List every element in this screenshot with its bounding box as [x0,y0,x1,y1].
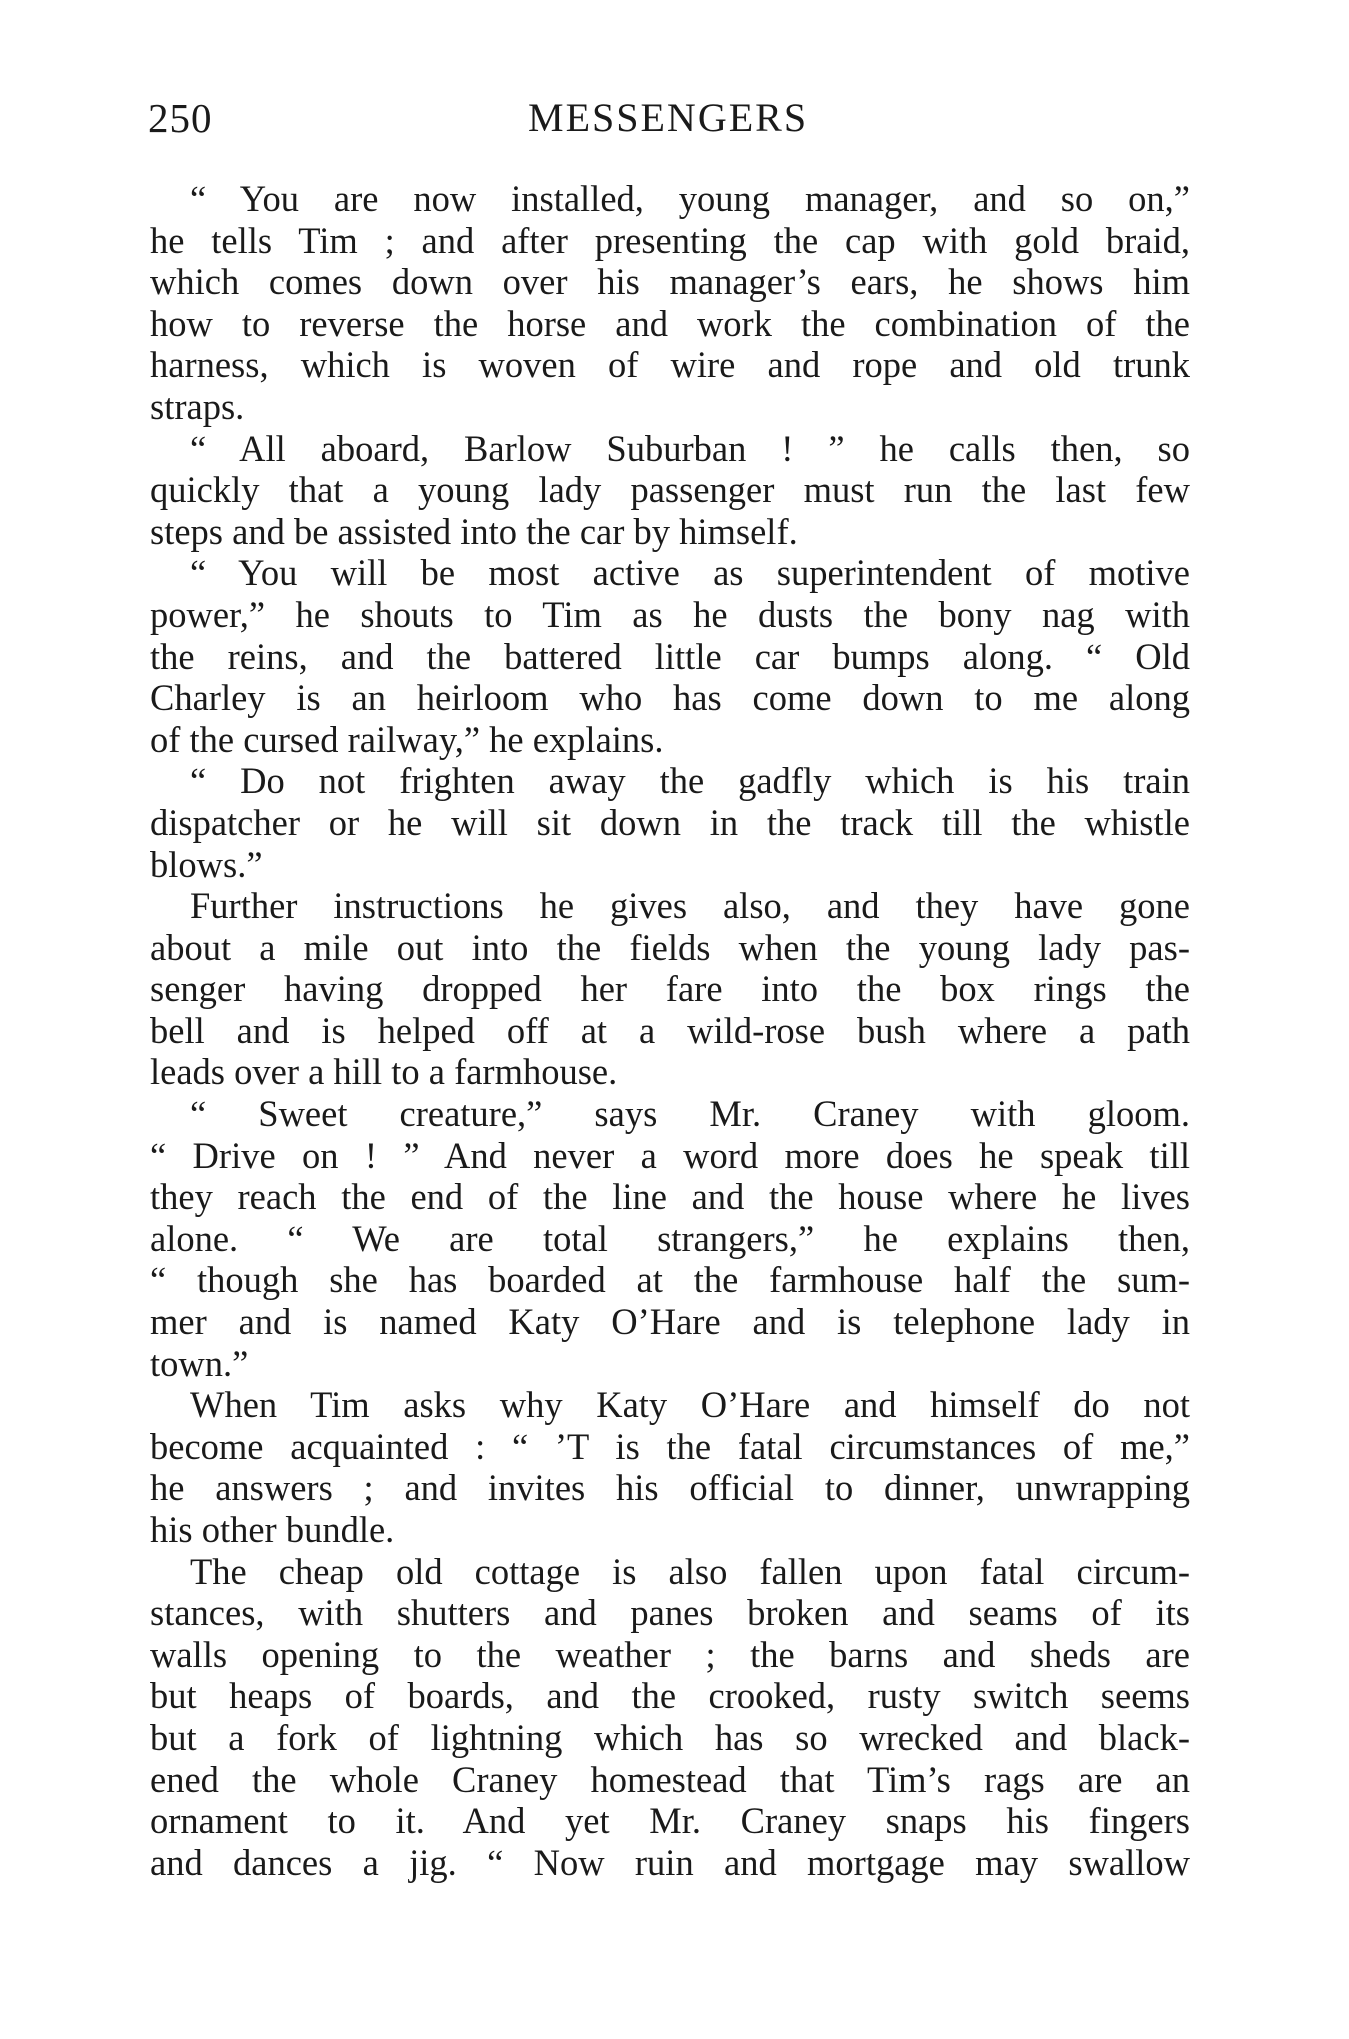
text-line: town.” [150,1342,249,1384]
text-line: but heaps of boards, and the crooked, rusty switch seems [150,1675,1190,1717]
text-line: he answers ; and invites his official to dinner, unwrapping [150,1467,1190,1509]
text-line: of the cursed railway,” he explains. [150,718,664,760]
text-line: quickly that a young lady passenger must run the last few [150,469,1190,511]
text-line: blows.” [150,843,263,885]
text-line: “ Drive on ! ” And never a word more does he speak till [150,1134,1190,1176]
text-line: senger having dropped her fare into the box rings the [150,968,1190,1010]
text-line: “ All aboard, Barlow Suburban ! ” he calls then, so [190,427,1190,469]
text-line: become acquainted : “ ’T is the fatal circumstances of me,” [150,1425,1190,1467]
text-line: steps and be assisted into the car by himself. [150,510,798,552]
text-line: mer and is named Katy O’Hare and is telephone lady in [150,1301,1190,1343]
text-line: his other bundle. [150,1509,395,1550]
text-line: which comes down over his manager’s ears, he shows him [150,261,1190,303]
text-line: about a mile out into the fields when the young lady pas- [150,926,1190,968]
text-line: he tells Tim ; and after presenting the cap with gold braid, [150,219,1190,261]
page-header [148,94,1198,154]
text-line: Charley is an heirloom who has come down to me along [150,677,1190,719]
text-line: “ You will be most active as superintendent of motive [190,552,1190,594]
text-line: straps. [150,385,245,427]
text-line: When Tim asks why Katy O’Hare and himself do not [190,1384,1190,1426]
text-line: “ though she has boarded at the farmhouse half the sum- [150,1259,1190,1301]
text-line: but a fork of lightning which has so wrecked and black- [150,1716,1190,1758]
text-line: “ Sweet creature,” says Mr. Craney with gloom. [190,1093,1190,1135]
text-line: ornament to it. And yet Mr. Craney snaps his fingers [150,1800,1190,1842]
page-number: 250 [148,95,213,141]
text-line: how to reverse the horse and work the combination of the [150,302,1190,344]
text-line: the reins, and the battered little car bumps along. “ Old [150,635,1190,677]
body-text [150,178,1190,1883]
text-line: and dances a jig. “ Now ruin and mortgage may swallow [150,1841,1190,1883]
text-line: ened the whole Craney homestead that Tim’s rags are an [150,1758,1190,1800]
text-line: walls opening to the weather ; the barns and sheds are [150,1633,1190,1675]
text-line: leads over a hill to a farmhouse. [150,1051,618,1093]
text-line: they reach the end of the line and the house where he lives [150,1176,1190,1218]
text-line: Further instructions he gives also, and they have gone [190,885,1190,927]
text-line: harness, which is woven of wire and rope and old trunk [150,344,1190,386]
text-line: stances, with shutters and panes broken and seams of its [150,1592,1190,1634]
running-head: MESSENGERS [528,95,809,140]
text-line: “ You are now installed, young manager, and so on,” [190,178,1190,219]
text-line: “ Do not frighten away the gadfly which is his train [190,760,1190,802]
text-line: power,” he shouts to Tim as he dusts the bony nag with [150,593,1190,635]
text-line: alone. “ We are total strangers,” he explains then, [150,1217,1190,1259]
text-line: dispatcher or he will sit down in the track till the whistle [150,801,1190,843]
text-line: bell and is helped off at a wild-rose bush where a path [150,1009,1190,1051]
text-line: The cheap old cottage is also fallen upon fatal circum- [190,1550,1190,1592]
